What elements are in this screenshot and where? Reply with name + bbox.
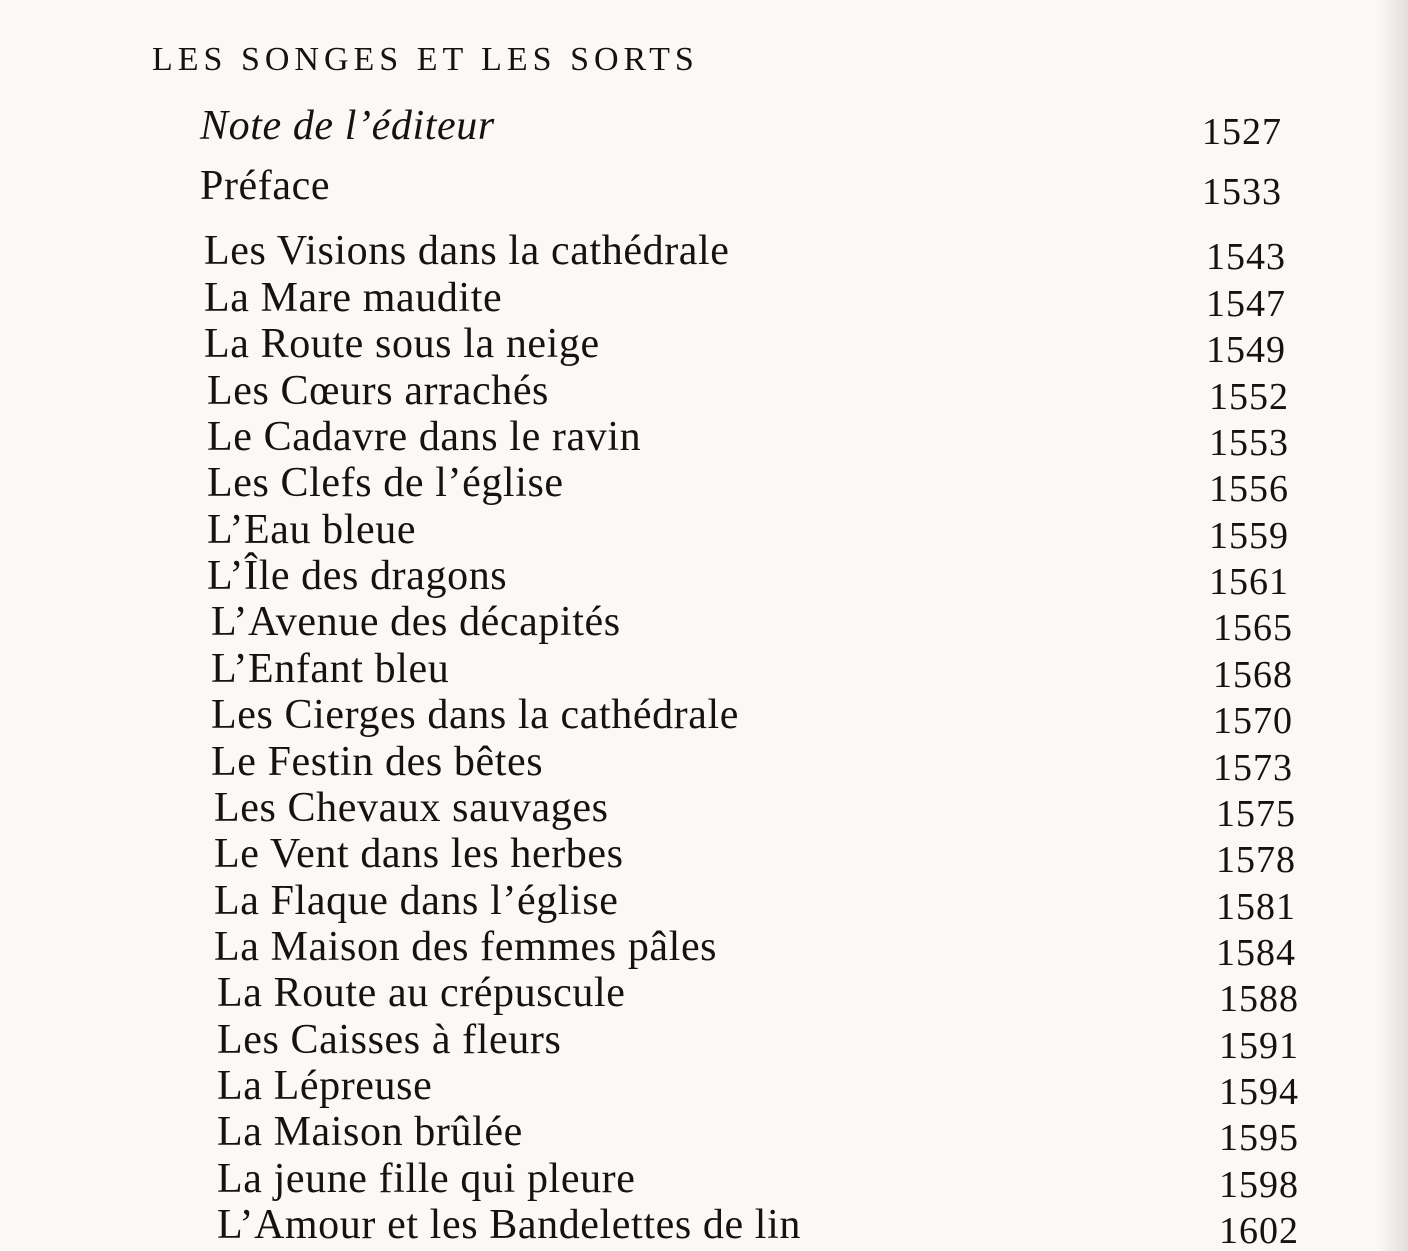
entry-page-number: 1594 [1219, 1071, 1299, 1113]
entry-title: La Route au crépuscule [217, 970, 626, 1016]
toc-entry [214, 877, 1314, 928]
toc-entry [214, 784, 1314, 835]
entry-title: L’Île des dragons [207, 553, 508, 599]
entry-title: Les Visions dans la cathédrale [204, 228, 730, 274]
entry-title: Préface [200, 163, 331, 209]
entry-title: La jeune fille qui pleure [217, 1156, 636, 1202]
toc-entry [217, 1201, 1317, 1249]
entry-page-number: 1549 [1206, 329, 1286, 371]
entry-title: La Flaque dans l’église [214, 878, 619, 924]
entry-title: L’Amour et les Bandelettes de lin [217, 1202, 801, 1248]
entry-page-number: 1527 [1202, 111, 1282, 153]
toc-entry [207, 459, 1307, 510]
entry-page-number: 1547 [1206, 283, 1286, 325]
toc-entry [217, 1062, 1317, 1113]
entry-page-number: 1588 [1219, 978, 1299, 1020]
entry-page-number: 1578 [1216, 839, 1296, 881]
entry-page-number: 1591 [1219, 1025, 1299, 1067]
entry-title: Note de l’éditeur [200, 103, 495, 149]
entry-page-number: 1595 [1219, 1117, 1299, 1159]
toc-entry [200, 102, 1300, 153]
entry-page-number: 1565 [1213, 607, 1293, 649]
entry-page-number: 1568 [1213, 654, 1293, 696]
entry-page-number: 1533 [1202, 171, 1282, 213]
entry-title: Les Clefs de l’église [207, 460, 564, 506]
entry-page-number: 1556 [1209, 468, 1289, 510]
toc-entry [207, 413, 1307, 464]
entry-title: Le Vent dans les herbes [214, 831, 624, 877]
entry-title: Les Chevaux sauvages [214, 785, 609, 831]
toc-entry [204, 320, 1304, 371]
entry-title: Les Cœurs arrachés [207, 368, 550, 414]
entry-page-number: 1573 [1213, 747, 1293, 789]
toc-entry [211, 691, 1311, 742]
entry-title: L’Enfant bleu [211, 646, 450, 692]
toc-entry [211, 738, 1311, 789]
toc-entry [217, 969, 1317, 1020]
entry-title: La Maison brûlée [217, 1109, 523, 1155]
entry-title: La Maison des femmes pâles [214, 924, 718, 970]
entry-page-number: 1543 [1206, 236, 1286, 278]
toc-entry [204, 274, 1304, 325]
toc-entry [217, 1108, 1317, 1159]
entry-title: La Mare maudite [204, 275, 503, 321]
entry-title: Les Caisses à fleurs [217, 1017, 562, 1063]
entry-title: L’Avenue des décapités [211, 599, 621, 645]
toc-entry [207, 506, 1307, 557]
toc-entry [211, 645, 1311, 696]
entry-page-number: 1570 [1213, 700, 1293, 742]
entry-title: Les Cierges dans la cathédrale [211, 692, 740, 738]
entry-title: La Route sous la neige [204, 321, 600, 367]
toc-entry [204, 227, 1304, 278]
entry-page-number: 1584 [1216, 932, 1296, 974]
toc-entry [207, 367, 1307, 418]
toc-entry [214, 830, 1314, 881]
section-heading: LES SONGES ET LES SORTS [152, 41, 699, 78]
toc-entry [207, 552, 1307, 603]
entry-page-number: 1559 [1209, 515, 1289, 557]
entry-title: La Lépreuse [217, 1063, 433, 1109]
toc-entry [217, 1155, 1317, 1206]
entry-title: Le Festin des bêtes [211, 739, 544, 785]
entry-title: L’Eau bleue [207, 507, 417, 553]
entry-page-number: 1581 [1216, 886, 1296, 928]
entry-page-number: 1552 [1209, 376, 1289, 418]
entry-page-number: 1553 [1209, 422, 1289, 464]
entry-page-number: 1602 [1219, 1210, 1299, 1251]
toc-entry [200, 162, 1300, 213]
entry-page-number: 1561 [1209, 561, 1289, 603]
entry-title: Le Cadavre dans le ravin [207, 414, 642, 460]
toc-entry [211, 598, 1311, 649]
toc-entry [217, 1016, 1317, 1067]
entry-page-number: 1598 [1219, 1164, 1299, 1206]
entry-page-number: 1575 [1216, 793, 1296, 835]
toc-entry [214, 923, 1314, 974]
